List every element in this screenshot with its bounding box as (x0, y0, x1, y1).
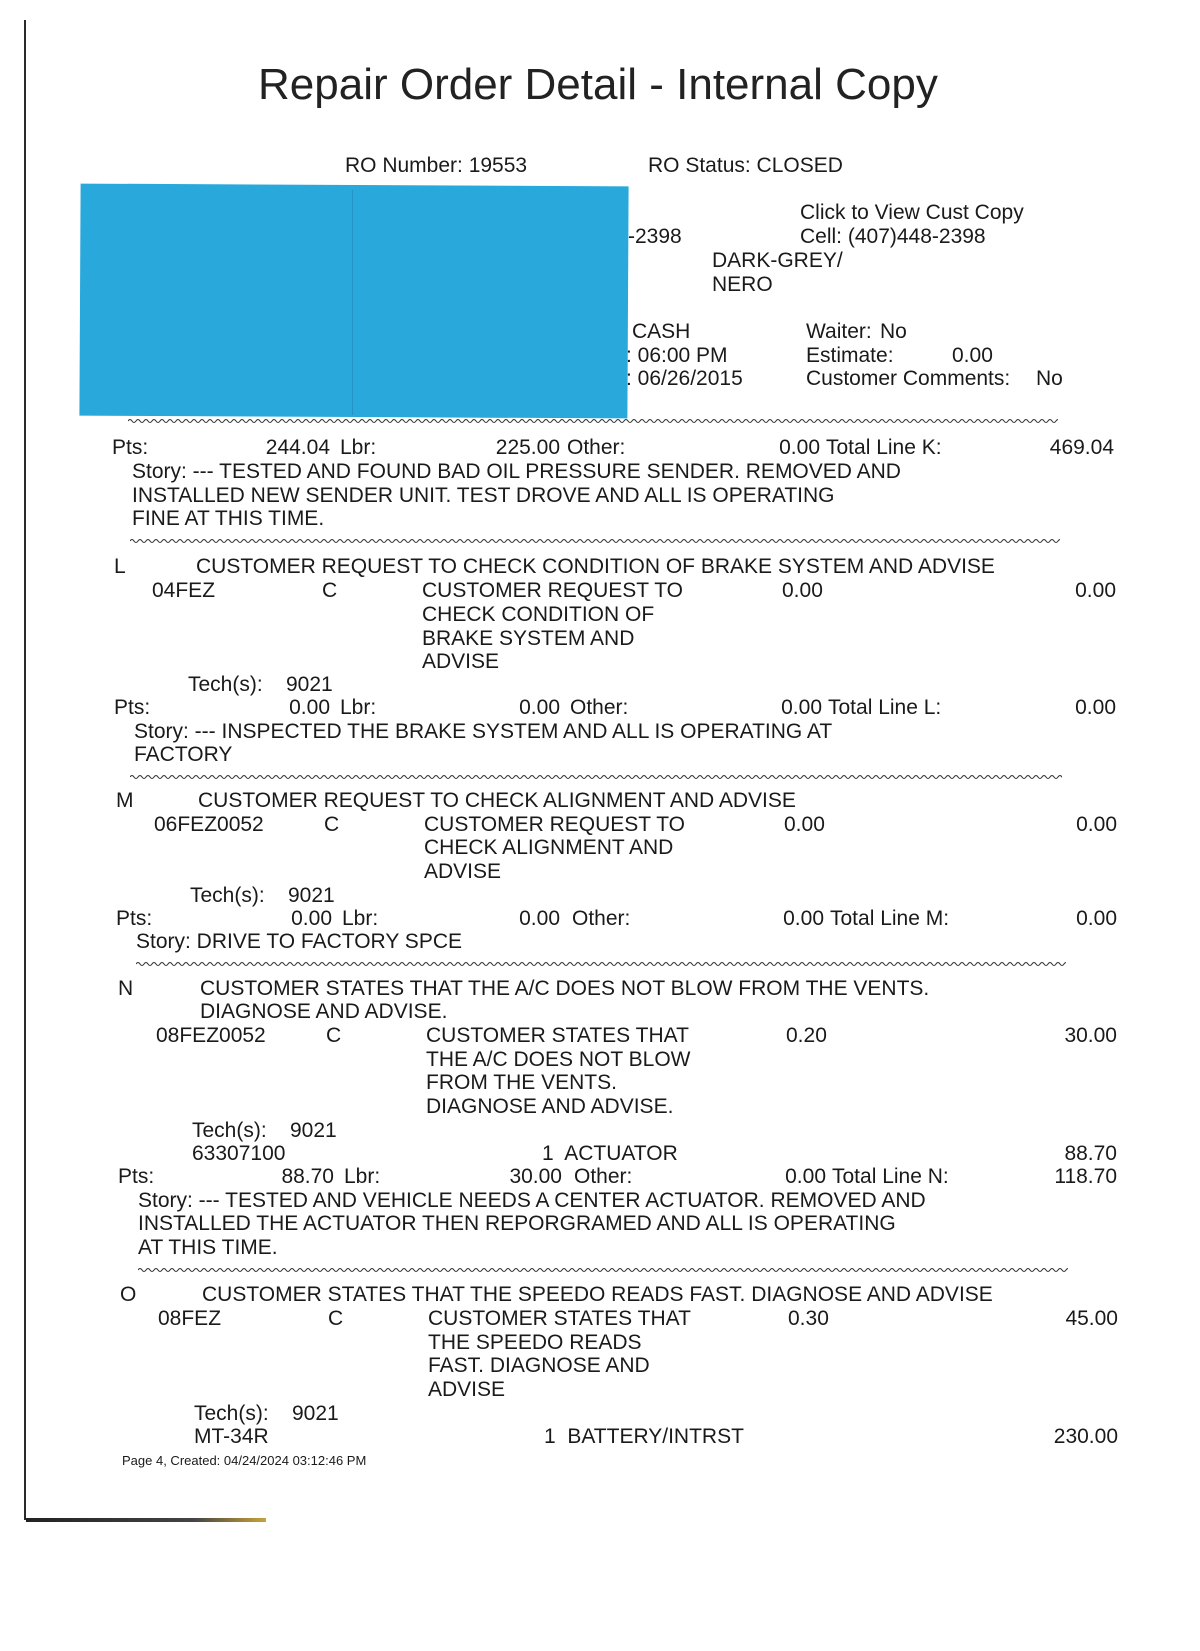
line-m-tech-label: Tech(s): (190, 884, 265, 907)
redaction-divider (352, 190, 353, 415)
line-n-total: 118.70 (1054, 1165, 1117, 1188)
line-l-lbr-label: Lbr: (340, 696, 377, 719)
line-n-other: 0.00 (785, 1165, 826, 1188)
line-o-tech: 9021 (292, 1402, 339, 1425)
line-o-hours: 0.30 (788, 1307, 829, 1330)
customer-comments-label: Customer Comments: (806, 367, 1011, 390)
line-m-story-1: Story: DRIVE TO FACTORY SPCE (136, 930, 462, 953)
separator-line (128, 418, 1058, 424)
line-k-story-1: Story: --- TESTED AND FOUND BAD OIL PRESSURE SENDER. REMOVED AND (132, 460, 901, 483)
ro-status: RO Status: CLOSED (648, 154, 843, 177)
line-m-desc-2: CHECK ALIGNMENT AND (424, 836, 674, 859)
line-l-story-2: FACTORY (134, 743, 233, 766)
page-bottom-edge (26, 1518, 266, 1522)
line-l-desc-1: CUSTOMER REQUEST TO (422, 579, 683, 602)
line-l-desc-3: BRAKE SYSTEM AND (422, 627, 635, 650)
line-o-tech-label: Tech(s): (194, 1402, 269, 1425)
line-m-other-label: Other: (572, 907, 631, 930)
line-o-desc-2: THE SPEEDO READS (428, 1331, 642, 1354)
line-l-amount: 0.00 (1075, 579, 1116, 602)
line-n-desc-4: DIAGNOSE AND ADVISE. (426, 1095, 674, 1118)
phone-fragment: -2398 (628, 225, 682, 248)
line-m-other: 0.00 (783, 907, 824, 930)
line-l-request: CUSTOMER REQUEST TO CHECK CONDITION OF BRAKE SYSTEM AND ADVISE (196, 555, 995, 578)
page-title: Repair Order Detail - Internal Copy (258, 60, 938, 109)
line-k-lbr: 225.00 (495, 436, 560, 459)
view-customer-copy-link[interactable]: Click to View Cust Copy (800, 201, 1024, 224)
line-n-letter: N (118, 977, 134, 1000)
line-l-pts: 0.00 (289, 696, 330, 719)
line-n-part-amount: 88.70 (1064, 1142, 1117, 1165)
line-l-desc-4: ADVISE (422, 650, 500, 673)
line-o-type: C (328, 1307, 344, 1330)
line-k-total-label: Total Line K: (826, 436, 942, 459)
line-m-desc-1: CUSTOMER REQUEST TO (424, 813, 685, 836)
line-m-request: CUSTOMER REQUEST TO CHECK ALIGNMENT AND ADVISE (198, 789, 796, 812)
line-l-story-1: Story: --- INSPECTED THE BRAKE SYSTEM AND ALL IS OPERATING AT (134, 720, 833, 743)
separator-line (136, 961, 1066, 967)
line-o-part-desc: 1 BATTERY/INTRST (544, 1425, 744, 1448)
line-k-pts-label: Pts: (112, 436, 149, 459)
line-n-pts: 88.70 (281, 1165, 334, 1188)
line-o-amount: 45.00 (1065, 1307, 1118, 1330)
line-m-pts-label: Pts: (116, 907, 153, 930)
line-o-op-code: 08FEZ (158, 1307, 222, 1330)
line-m-desc-3: ADVISE (424, 860, 502, 883)
line-n-request-1: CUSTOMER STATES THAT THE A/C DOES NOT BLOW FROM THE VENTS. (200, 977, 930, 1000)
separator-line (130, 774, 1062, 780)
line-m-letter: M (116, 789, 134, 812)
line-o-desc-4: ADVISE (428, 1378, 506, 1401)
vehicle-color-line2: NERO (712, 273, 773, 296)
line-l-op-code: 04FEZ (152, 579, 216, 602)
line-l-other: 0.00 (781, 696, 822, 719)
line-o-request: CUSTOMER STATES THAT THE SPEEDO READS FAST. DIAGNOSE AND ADVISE (202, 1283, 993, 1306)
line-n-hours: 0.20 (786, 1024, 827, 1047)
line-m-amount: 0.00 (1076, 813, 1117, 836)
line-l-desc-2: CHECK CONDITION OF (422, 603, 655, 626)
line-m-op-code: 06FEZ0052 (154, 813, 264, 836)
line-n-part-number: 63307100 (192, 1142, 286, 1165)
line-m-lbr: 0.00 (519, 907, 560, 930)
line-m-pts: 0.00 (291, 907, 332, 930)
line-l-other-label: Other: (570, 696, 629, 719)
line-n-type: C (326, 1024, 342, 1047)
line-k-lbr-label: Lbr: (340, 436, 377, 459)
vehicle-color-line1: DARK-GREY/ (712, 249, 843, 272)
cell-phone: Cell: (407)448-2398 (800, 225, 986, 248)
line-k-other-label: Other: (567, 436, 626, 459)
line-n-tech: 9021 (290, 1119, 337, 1142)
line-n-part-desc: 1 ACTUATOR (542, 1142, 678, 1165)
line-m-hours: 0.00 (784, 813, 825, 836)
line-k-total: 469.04 (1049, 436, 1114, 459)
line-l-pts-label: Pts: (114, 696, 151, 719)
waiter-value: No (880, 320, 907, 343)
line-o-part-number: MT-34R (194, 1425, 269, 1448)
line-l-hours: 0.00 (782, 579, 823, 602)
line-n-total-label: Total Line N: (832, 1165, 949, 1188)
line-o-desc-1: CUSTOMER STATES THAT (428, 1307, 691, 1330)
line-m-lbr-label: Lbr: (342, 907, 379, 930)
separator-line (130, 538, 1060, 544)
payment-type: CASH (632, 320, 691, 343)
line-m-total: 0.00 (1076, 907, 1117, 930)
line-l-tech-label: Tech(s): (188, 673, 263, 696)
line-l-lbr: 0.00 (519, 696, 560, 719)
line-o-part-amount: 230.00 (1053, 1425, 1118, 1448)
line-n-pts-label: Pts: (118, 1165, 155, 1188)
line-n-other-label: Other: (574, 1165, 633, 1188)
page-footer: Page 4, Created: 04/24/2024 03:12:46 PM (122, 1453, 367, 1468)
line-n-story-3: AT THIS TIME. (138, 1236, 278, 1259)
line-n-request-2: DIAGNOSE AND ADVISE. (200, 1000, 448, 1023)
line-k-other: 0.00 (779, 436, 820, 459)
line-m-total-label: Total Line M: (830, 907, 950, 930)
line-l-total: 0.00 (1075, 696, 1116, 719)
line-m-tech: 9021 (288, 884, 335, 907)
line-k-story-3: FINE AT THIS TIME. (132, 507, 325, 530)
redaction-block (79, 184, 628, 419)
line-n-lbr-label: Lbr: (344, 1165, 381, 1188)
customer-comments-value: No (1036, 367, 1063, 390)
separator-line (138, 1267, 1068, 1273)
line-n-desc-2: THE A/C DOES NOT BLOW (426, 1048, 691, 1071)
line-n-op-code: 08FEZ0052 (156, 1024, 266, 1047)
ro-number: RO Number: 19553 (345, 154, 528, 177)
line-m-type: C (324, 813, 340, 836)
line-n-amount: 30.00 (1064, 1024, 1117, 1047)
line-n-story-2: INSTALLED THE ACTUATOR THEN REPORGRAMED AND ALL IS OPERATING (138, 1212, 896, 1235)
line-l-letter: L (114, 555, 126, 578)
line-n-lbr: 30.00 (509, 1165, 562, 1188)
page-left-edge (24, 20, 26, 1520)
line-l-type: C (322, 579, 338, 602)
line-n-desc-1: CUSTOMER STATES THAT (426, 1024, 689, 1047)
line-l-total-label: Total Line L: (828, 696, 942, 719)
line-n-desc-3: FROM THE VENTS. (426, 1071, 617, 1094)
line-o-desc-3: FAST. DIAGNOSE AND (428, 1354, 650, 1377)
line-n-tech-label: Tech(s): (192, 1119, 267, 1142)
line-k-story-2: INSTALLED NEW SENDER UNIT. TEST DROVE AND ALL IS OPERATING (132, 484, 835, 507)
line-o-letter: O (120, 1283, 137, 1306)
promised-date: : 06/26/2015 (626, 367, 743, 390)
estimate-value: 0.00 (952, 344, 993, 367)
estimate-label: Estimate: (806, 344, 894, 367)
line-k-pts: 244.04 (265, 436, 330, 459)
promised-time: : 06:00 PM (626, 344, 728, 367)
waiter-label: Waiter: (806, 320, 872, 343)
line-l-tech: 9021 (286, 673, 333, 696)
line-n-story-1: Story: --- TESTED AND VEHICLE NEEDS A CENTER ACTUATOR. REMOVED AND (138, 1189, 926, 1212)
